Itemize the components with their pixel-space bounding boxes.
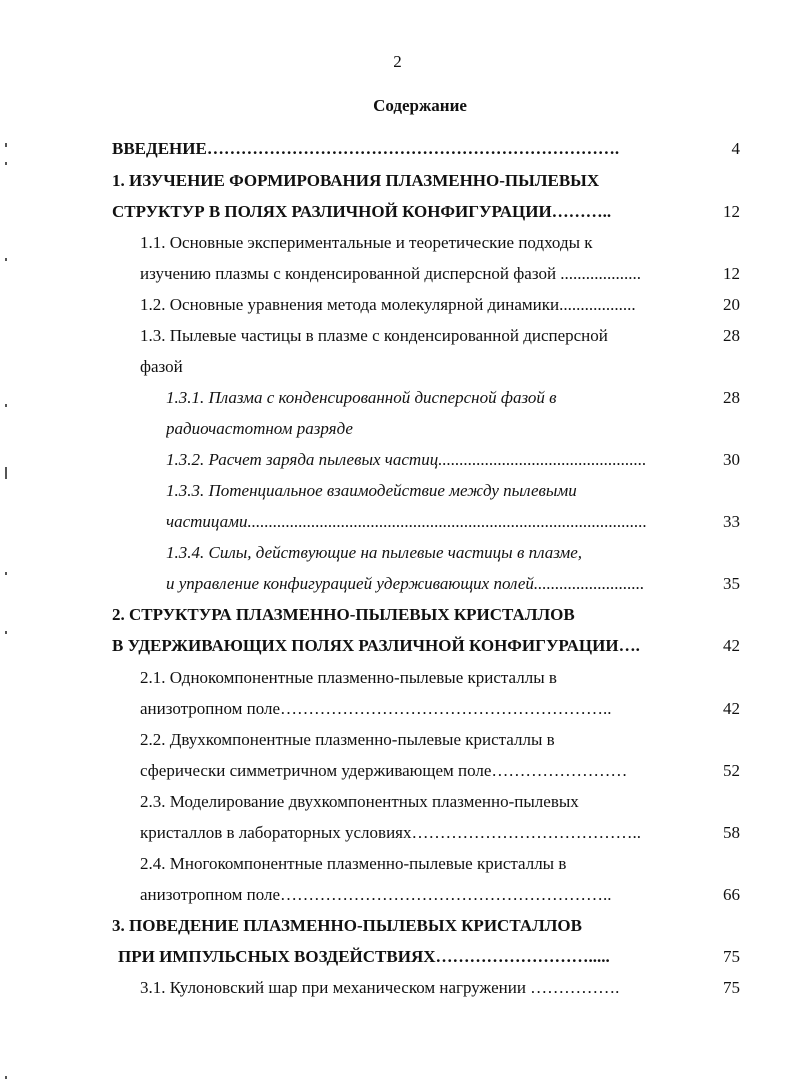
toc-entry-introduction: ВВЕДЕНИЕ………………………………………………………………. [112,139,620,158]
toc-entry-chapter-1-cont: СТРУКТУР В ПОЛЯХ РАЗЛИЧНОЙ КОНФИГУРАЦИИ……….. [112,202,612,221]
scan-mark [5,467,7,479]
toc-entry-subsection-1-3-3: 1.3.3. Потенциальное взаимодействие между пылевыми [166,481,577,500]
toc-entry-section-2-3-cont: кристаллов в лабораторных условиях………………………………….. [140,823,641,842]
toc-page-section-2-3: 58 [723,823,740,842]
scan-mark [5,258,7,261]
toc-page-chapter-3: 75 [723,947,740,966]
scan-mark [5,404,7,407]
toc-entry-section-2-4: 2.4. Многокомпонентные плазменно-пылевые кристаллы в [140,854,567,873]
scan-mark [5,143,7,147]
scan-mark [5,1076,7,1079]
page-number: 2 [393,52,402,71]
toc-entry-subsection-1-3-1: 1.3.1. Плазма с конденсированной дисперсной фазой в [166,388,557,407]
toc-page-subsection-1-3-1: 28 [723,388,740,407]
scan-mark [5,162,7,165]
toc-entry-section-2-1: 2.1. Однокомпонентные плазменно-пылевые кристаллы в [140,668,557,687]
toc-page-section-3-1: 75 [723,978,740,997]
scan-mark [5,572,7,575]
toc-page-section-2-1: 42 [723,699,740,718]
toc-entry-chapter-3: 3. ПОВЕДЕНИЕ ПЛАЗМЕННО-ПЫЛЕВЫХ КРИСТАЛЛОВ [112,916,582,935]
toc-page-section-1-1: 12 [723,264,740,283]
toc-entry-section-1-2: 1.2. Основные уравнения метода молекулярной динамики.................. [140,295,636,314]
toc-entry-section-2-2-cont: сферически симметричном удерживающем поле…………………… [140,761,628,780]
toc-entry-section-1-1: 1.1. Основные экспериментальные и теоретические подходы к [140,233,593,252]
toc-entry-chapter-2: 2. СТРУКТУРА ПЛАЗМЕННО-ПЫЛЕВЫХ КРИСТАЛЛОВ [112,605,575,624]
toc-entry-subsection-1-3-2: 1.3.2. Расчет заряда пылевых частиц................................................. [166,450,647,469]
toc-entry-section-3-1: 3.1. Кулоновский шар при механическом нагружении ……………. [140,978,620,997]
toc-page-introduction: 4 [731,139,740,158]
toc-entry-section-1-3: 1.3. Пылевые частицы в плазме с конденсированной дисперсной [140,326,608,345]
toc-entry-section-2-1-cont: анизотропном поле………………………………………………….. [140,699,612,718]
toc-page-section-1-3: 28 [723,326,740,345]
toc-entry-chapter-3-cont: ПРИ ИМПУЛЬСНЫХ ВОЗДЕЙСТВИЯХ………………………..... [118,947,610,966]
toc-entry-subsection-1-3-4-cont: и управление конфигурацией удерживающих полей.......................... [166,574,645,593]
toc-page-subsection-1-3-4: 35 [723,574,740,593]
page-title: Содержание [373,96,467,115]
toc-page-subsection-1-3-2: 30 [723,450,740,469]
toc-page-section-1-2: 20 [723,295,740,314]
toc-entry-section-2-4-cont: анизотропном поле………………………………………………….. [140,885,612,904]
toc-page-subsection-1-3-3: 33 [723,512,740,531]
toc-page-chapter-1: 12 [723,202,740,221]
toc-entry-section-2-3: 2.3. Моделирование двухкомпонентных плазменно-пылевых [140,792,579,811]
toc-page-section-2-2: 52 [723,761,740,780]
toc-entry-section-1-3-cont: фазой [140,357,183,376]
toc-entry-section-2-2: 2.2. Двухкомпонентные плазменно-пылевые кристаллы в [140,730,555,749]
toc-entry-chapter-2-cont: В УДЕРЖИВАЮЩИХ ПОЛЯХ РАЗЛИЧНОЙ КОНФИГУРАЦИИ…. [112,636,640,655]
toc-page-section-2-4: 66 [723,885,740,904]
toc-entry-subsection-1-3-3-cont: частицами.............................................................................................. [166,512,647,531]
toc-entry-chapter-1: 1. ИЗУЧЕНИЕ ФОРМИРОВАНИЯ ПЛАЗМЕННО-ПЫЛЕВЫХ [112,171,600,190]
toc-entry-subsection-1-3-4: 1.3.4. Силы, действующие на пылевые частицы в плазме, [166,543,583,562]
toc-page-chapter-2: 42 [723,636,740,655]
toc-entry-subsection-1-3-1-cont: радиочастотном разряде [166,419,353,438]
scan-mark [5,631,7,634]
toc-entry-section-1-1-cont: изучению плазмы с конденсированной дисперсной фазой ................... [140,264,642,283]
